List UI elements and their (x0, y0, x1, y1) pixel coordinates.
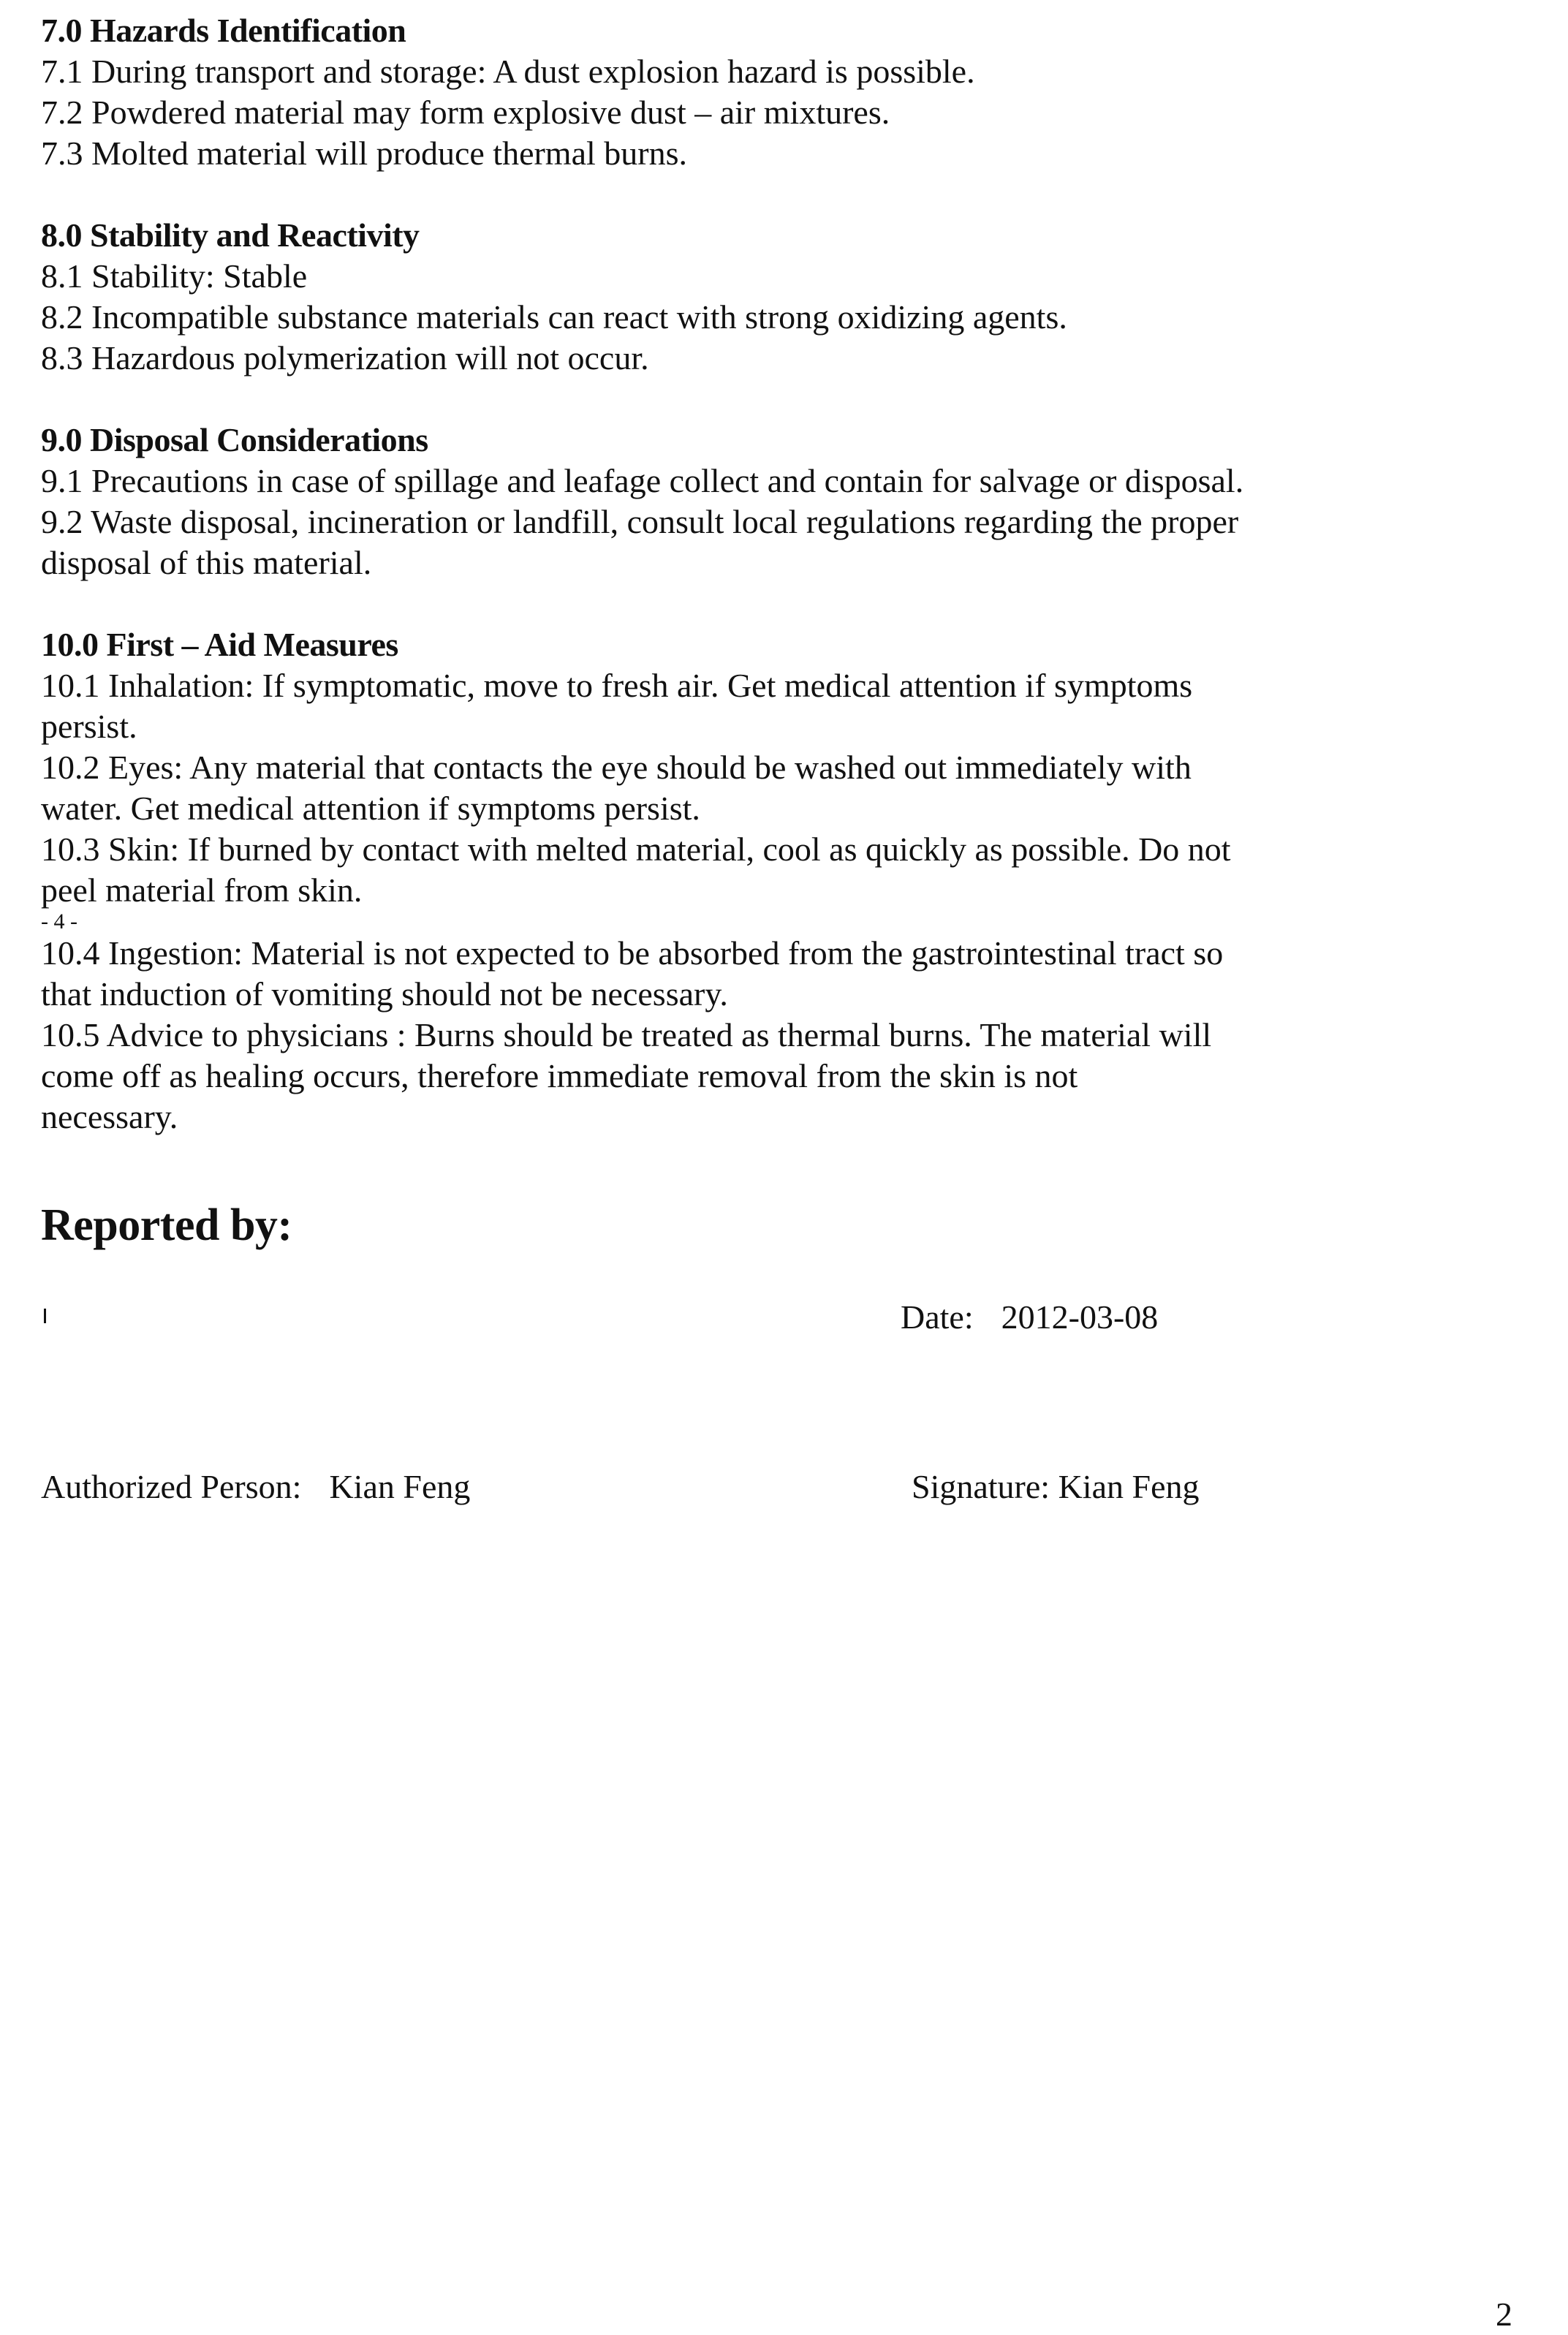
section-heading: 9.0 Disposal Considerations (41, 421, 428, 458)
tick-mark (44, 1309, 46, 1323)
date-value: 2012-03-08 (1001, 1298, 1159, 1336)
section-first-aid-measures (41, 624, 1430, 1138)
signature-label: Signature: (912, 1468, 1050, 1505)
section-heading: 7.0 Hazards Identification (41, 12, 406, 49)
section-line: 10.5 Advice to physicians : Burns should be treated as thermal burns. The material will (41, 1016, 1212, 1053)
section-line: 9.2 Waste disposal, incineration or landfill, consult local regulations regarding the proper (41, 503, 1239, 540)
page-number: 2 (1496, 2296, 1512, 2333)
inline-page-marker: - 4 - (41, 909, 77, 934)
section-line: persist. (41, 708, 137, 745)
authorized-label: Authorized Person: (41, 1468, 302, 1505)
section-line: 7.3 Molted material will produce thermal burns. (41, 135, 687, 172)
section-line: 7.1 During transport and storage: A dust explosion hazard is possible. (41, 53, 975, 90)
report-date (901, 1297, 1158, 1338)
section-line: necessary. (41, 1098, 178, 1135)
section-line: 10.3 Skin: If burned by contact with melted material, cool as quickly as possible. Do not (41, 830, 1231, 868)
authorized-value: Kian Feng (329, 1468, 471, 1505)
section-hazards-identification (41, 10, 1430, 174)
authorized-person (41, 1467, 470, 1507)
section-line: 7.2 Powdered material may form explosive dust – air mixtures. (41, 94, 890, 131)
section-disposal-considerations (41, 420, 1430, 583)
signature (912, 1467, 1200, 1507)
section-line: 10.1 Inhalation: If symptomatic, move to fresh air. Get medical attention if symptoms (41, 667, 1193, 704)
date-label: Date: (901, 1298, 974, 1336)
section-line: water. Get medical attention if symptoms persist. (41, 790, 700, 827)
section-line: 9.1 Precautions in case of spillage and leafage collect and contain for salvage or disposal. (41, 462, 1244, 499)
reported-by-heading: Reported by: (41, 1200, 292, 1250)
section-line: disposal of this material. (41, 544, 372, 581)
section-stability-reactivity (41, 215, 1430, 379)
document-body (41, 10, 1430, 1178)
signature-value: Kian Feng (1058, 1468, 1200, 1505)
section-line: 10.4 Ingestion: Material is not expected to be absorbed from the gastrointestinal tract so (41, 934, 1224, 972)
section-line: 8.3 Hazardous polymerization will not occur. (41, 339, 649, 376)
section-line: that induction of vomiting should not be necessary. (41, 975, 728, 1013)
section-line: come off as healing occurs, therefore immediate removal from the skin is not (41, 1057, 1078, 1094)
section-line: 10.2 Eyes: Any material that contacts the eye should be washed out immediately with (41, 749, 1192, 786)
section-line: peel material from skin. (41, 871, 363, 909)
section-heading: 10.0 First – Aid Measures (41, 626, 398, 663)
section-heading: 8.0 Stability and Reactivity (41, 216, 420, 254)
section-line: 8.1 Stability: Stable (41, 257, 308, 295)
section-line: 8.2 Incompatible substance materials can react with strong oxidizing agents. (41, 298, 1067, 336)
